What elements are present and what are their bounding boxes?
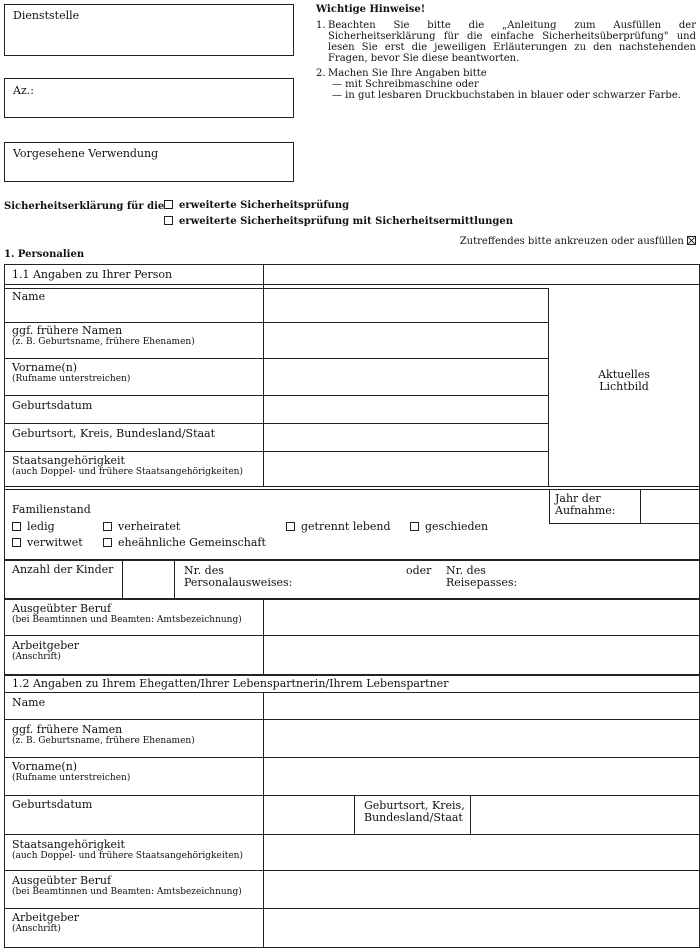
hinweis-2-text: Machen Sie Ihre Angaben bitte [328, 68, 487, 79]
partner-geburtsdatum-label: Geburtsdatum [12, 798, 93, 811]
familienstand-verheiratet[interactable]: verheiratet [103, 521, 180, 533]
hinweis-2-sub1: — mit Schreibmaschine oder [332, 79, 479, 90]
personalausweis-input[interactable] [292, 561, 400, 599]
lichtbild-label: Aktuelles Lichtbild [598, 368, 650, 393]
geburtsort-input[interactable] [264, 424, 547, 451]
partner-beruf-label: Ausgeübter Beruf (bei Beamtinnen und Beamten: Amtsbezeichnung) [12, 874, 242, 897]
partner-staatsangehoerigkeit-input[interactable] [264, 835, 699, 870]
hinweise-title: Wichtige Hinweise! [316, 4, 426, 15]
section1-title: 1. Personalien [4, 249, 85, 260]
geburtsdatum-input[interactable] [264, 396, 547, 423]
partner-staatsangehoerigkeit-label: Staatsangehörigkeit (auch Doppel- und frühere Staatsangehörigkeiten) [12, 838, 243, 861]
crossed-checkbox-icon [687, 236, 696, 245]
hinweis-1-number: 1. [316, 20, 326, 31]
partner-geburtsort-input[interactable] [471, 796, 699, 834]
geburtsdatum-label: Geburtsdatum [12, 399, 93, 412]
partner-beruf-input[interactable] [264, 871, 699, 908]
hinweis-2-number: 2. [316, 68, 326, 79]
familienstand-label: Familienstand [12, 503, 91, 516]
personalausweis-label: Nr. des Personalausweises: [184, 564, 293, 589]
hinweis-2-sub2: — in gut lesbaren Druckbuchstaben in blauer oder schwarzer Farbe. [332, 90, 681, 101]
eheaehnlich-checkbox[interactable] [103, 538, 112, 547]
hinweise-block [316, 4, 696, 101]
jahr-aufnahme-input[interactable] [641, 490, 699, 523]
az-label: Az.: [13, 84, 34, 97]
partner-name-label: Name [12, 696, 46, 709]
hinweis-1-text: Beachten Sie bitte die „Anleitung zum Ausfüllen der Sicherheitserklärung für die einfache Sicherheitsüberprüfung" und lesen Sie erst die jeweiligen Erläuterungen zu den nachstehenden Fragen, bevor Sie diese beantworten. [328, 20, 696, 64]
dienststelle-field[interactable] [4, 4, 294, 56]
erklaerung-label: Sicherheitserklärung für die [4, 201, 165, 212]
fruehere-namen-label: ggf. frühere Namen (z. B. Geburtsname, frühere Ehenamen) [12, 324, 195, 347]
arbeitgeber-label: Arbeitgeber (Anschrift) [12, 639, 80, 662]
familienstand-verwitwet[interactable]: verwitwet [12, 537, 83, 549]
beruf-input[interactable] [264, 600, 699, 635]
erklaerung-option1[interactable]: erweiterte Sicherheitsprüfung [164, 200, 349, 212]
section11-title: 1.1 Angaben zu Ihrer Person [12, 268, 173, 281]
section12-title: 1.2 Angaben zu Ihrem Ehegatten/Ihrer Lebenspartnerin/Ihrem Lebenspartner [12, 677, 449, 690]
partner-arbeitgeber-label: Arbeitgeber (Anschrift) [12, 911, 80, 934]
ankreuzen-hint: Zutreffendes bitte ankreuzen oder ausfüllen [460, 236, 696, 248]
partner-geburtsort-label: Geburtsort, Kreis, Bundesland/Staat [364, 799, 465, 824]
verwendung-field[interactable] [4, 142, 294, 182]
familienstand-eheaehnlich[interactable]: eheähnliche Gemeinschaft [103, 537, 266, 549]
oder-label: oder [406, 564, 432, 577]
familienstand-ledig[interactable]: ledig [12, 521, 55, 533]
verwendung-label: Vorgesehene Verwendung [13, 147, 159, 160]
verheiratet-checkbox[interactable] [103, 522, 112, 531]
reisepass-label: Nr. des Reisepasses: [446, 564, 518, 589]
getrennt-checkbox[interactable] [286, 522, 295, 531]
ledig-checkbox[interactable] [12, 522, 21, 531]
erklaerung-option2[interactable]: erweiterte Sicherheitsprüfung mit Sicherheitsermittlungen [164, 216, 513, 228]
partner-vorname-input[interactable] [264, 758, 699, 795]
geburtsort-label: Geburtsort, Kreis, Bundesland/Staat [12, 427, 216, 440]
partner-name-input[interactable] [264, 693, 699, 719]
erklaerung-option2-checkbox[interactable] [164, 216, 173, 225]
reisepass-input[interactable] [520, 561, 699, 599]
familienstand-geschieden[interactable]: geschieden [410, 521, 488, 533]
section11-header-field[interactable] [264, 265, 699, 284]
staatsangehoerigkeit-label: Staatsangehörigkeit (auch Doppel- und frühere Staatsangehörigkeiten) [12, 454, 243, 477]
kinder-input[interactable] [123, 561, 174, 599]
staatsangehoerigkeit-input[interactable] [264, 452, 547, 486]
dienststelle-label: Dienststelle [13, 9, 80, 22]
az-field[interactable] [4, 78, 294, 118]
vorname-input[interactable] [264, 359, 547, 395]
partner-vorname-label: Vorname(n) (Rufname unterstreichen) [12, 760, 131, 783]
partner-fruehere-namen-input[interactable] [264, 720, 699, 757]
erklaerung-option1-checkbox[interactable] [164, 200, 173, 209]
fruehere-namen-input[interactable] [264, 323, 547, 358]
name-input[interactable] [264, 289, 547, 322]
partner-geburtsdatum-input[interactable] [264, 796, 354, 834]
beruf-label: Ausgeübter Beruf (bei Beamtinnen und Beamten: Amtsbezeichnung) [12, 602, 242, 625]
jahr-aufnahme-label: Jahr der Aufnahme: [555, 492, 616, 517]
partner-arbeitgeber-input[interactable] [264, 909, 699, 948]
kinder-label: Anzahl der Kinder [12, 563, 114, 576]
familienstand-getrennt[interactable]: getrennt lebend [286, 521, 391, 533]
verwitwet-checkbox[interactable] [12, 538, 21, 547]
vorname-label: Vorname(n) (Rufname unterstreichen) [12, 361, 131, 384]
geschieden-checkbox[interactable] [410, 522, 419, 531]
name-label: Name [12, 290, 46, 303]
arbeitgeber-input[interactable] [264, 636, 699, 675]
partner-fruehere-namen-label: ggf. frühere Namen (z. B. Geburtsname, frühere Ehenamen) [12, 723, 195, 746]
